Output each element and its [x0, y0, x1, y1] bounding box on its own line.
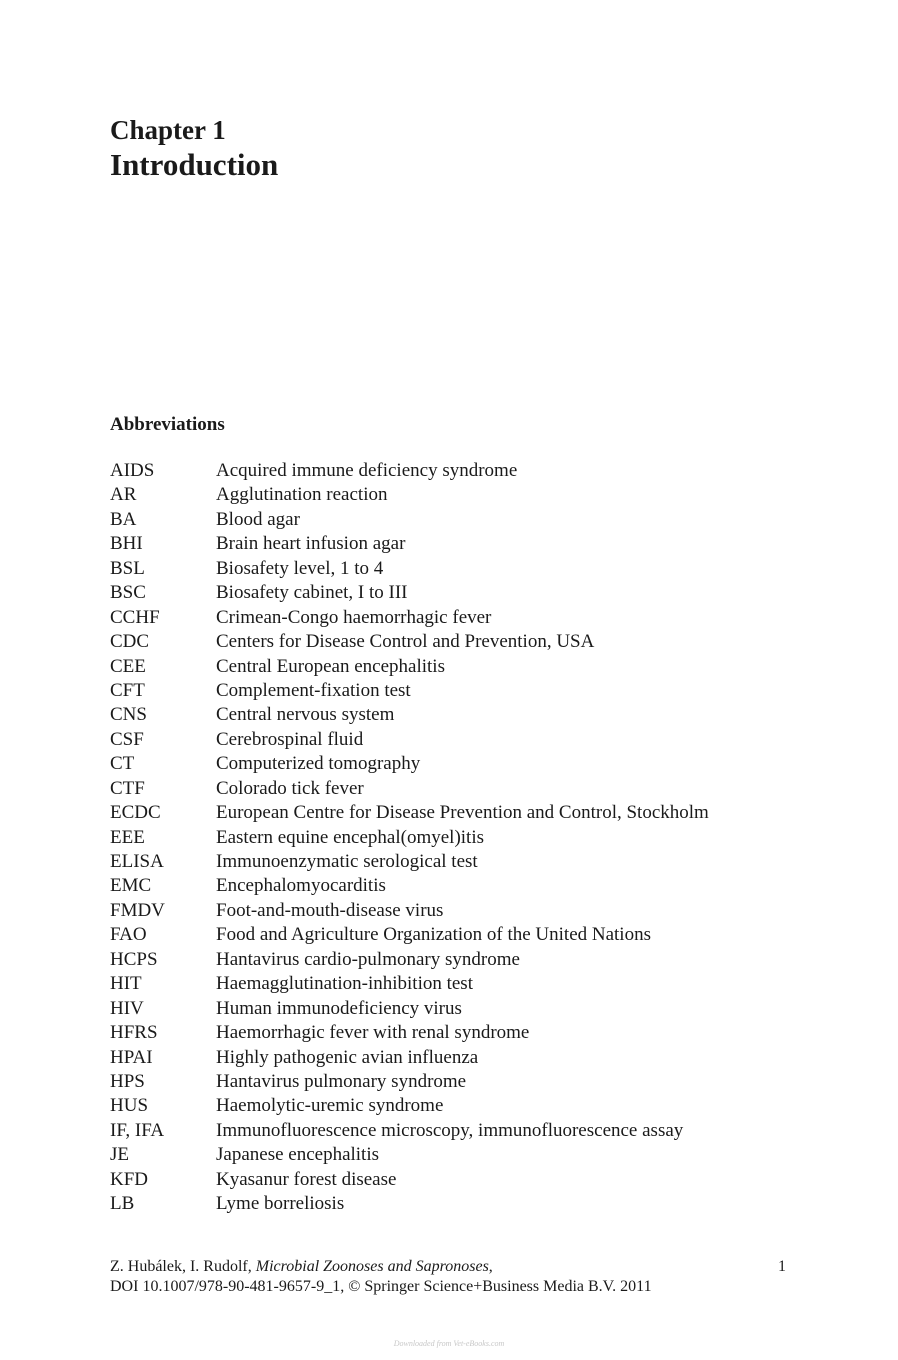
abbreviation-row	[110, 532, 800, 556]
abbreviation-definition: Foot-and-mouth-disease virus	[216, 899, 444, 921]
abbreviation-definition: Highly pathogenic avian influenza	[216, 1046, 479, 1068]
abbreviation-row	[110, 1021, 800, 1045]
abbreviation-term: HIT	[110, 973, 142, 995]
abbreviation-term: BSL	[110, 557, 145, 579]
abbreviation-row	[110, 1143, 800, 1167]
chapter-title: Introduction	[110, 147, 279, 182]
abbreviation-definition: Biosafety cabinet, I to III	[216, 582, 408, 604]
abbreviation-definition: Centers for Disease Control and Prevention, USA	[216, 631, 595, 653]
abbreviation-definition: Central nervous system	[216, 704, 395, 726]
abbreviation-definition: Biosafety level, 1 to 4	[216, 557, 384, 579]
abbreviation-row	[110, 557, 800, 581]
abbreviation-row	[110, 728, 800, 752]
abbreviation-definition: Hantavirus cardio-pulmonary syndrome	[216, 948, 520, 970]
abbreviation-row	[110, 899, 800, 923]
abbreviation-row	[110, 923, 800, 947]
abbreviation-definition: Haemorrhagic fever with renal syndrome	[216, 1022, 530, 1044]
abbreviation-term: AR	[110, 484, 137, 506]
abbreviation-definition: Human immunodeficiency virus	[216, 997, 462, 1019]
footer-book-title-suffix: ,	[488, 1258, 493, 1275]
abbreviation-row	[110, 972, 800, 996]
footer-authors: Z. Hubálek, I. Rudolf,	[110, 1258, 256, 1275]
abbreviation-term: CTF	[110, 777, 145, 799]
footer-book-title: Microbial Zoonoses and Sapronoses	[255, 1258, 489, 1275]
abbreviation-row	[110, 581, 800, 605]
abbreviation-row	[110, 1119, 800, 1143]
abbreviation-term: FMDV	[110, 899, 165, 921]
abbreviation-definition: Brain heart infusion agar	[216, 533, 406, 555]
abbreviation-term: EMC	[110, 875, 152, 897]
abbreviation-row	[110, 850, 800, 874]
abbreviation-row	[110, 1094, 800, 1118]
abbreviation-term: CEE	[110, 655, 146, 677]
abbreviation-term: BA	[110, 508, 137, 530]
abbreviation-row	[110, 679, 800, 703]
abbreviation-definition: Immunoenzymatic serological test	[216, 851, 478, 872]
abbreviation-definition: Colorado tick fever	[216, 777, 364, 799]
abbreviation-term: CDC	[110, 631, 150, 653]
footer-citation-line	[110, 1257, 790, 1277]
abbreviation-row	[110, 777, 800, 801]
abbreviation-term: ECDC	[110, 802, 161, 824]
abbreviation-definition: Blood agar	[216, 508, 300, 530]
abbreviation-term: BSC	[110, 582, 146, 604]
abbreviation-term: HCPS	[110, 948, 158, 970]
abbreviation-row	[110, 1046, 800, 1070]
abbreviation-row	[110, 703, 800, 727]
abbreviation-definition: Computerized tomography	[216, 753, 421, 775]
abbreviation-definition: Japanese encephalitis	[216, 1144, 380, 1166]
abbreviations-list	[110, 459, 800, 1217]
abbreviation-row	[110, 801, 800, 825]
abbreviation-definition: Eastern equine encephal(omyel)itis	[216, 826, 485, 848]
abbreviation-definition: Acquired immune deficiency syndrome	[216, 460, 518, 481]
abbreviation-term: LB	[110, 1193, 135, 1215]
footer-citation	[110, 1257, 790, 1297]
abbreviation-definition: Complement-fixation test	[216, 679, 411, 701]
abbreviation-definition: Cerebrospinal fluid	[216, 728, 364, 750]
abbreviation-row	[110, 655, 800, 679]
abbreviation-definition: Agglutination reaction	[216, 484, 388, 506]
abbreviation-term: HFRS	[110, 1022, 158, 1044]
abbreviation-term: BHI	[110, 533, 143, 555]
abbreviation-row	[110, 508, 800, 532]
abbreviation-row	[110, 874, 800, 898]
abbreviation-row	[110, 997, 800, 1021]
abbreviation-term: ELISA	[110, 851, 164, 872]
abbreviation-definition: Crimean-Congo haemorrhagic fever	[216, 606, 492, 628]
abbreviation-definition: Food and Agriculture Organization of the United Nations	[216, 924, 651, 946]
abbreviation-term: KFD	[110, 1168, 149, 1190]
abbreviation-term: AIDS	[110, 460, 155, 481]
abbreviation-term: CCHF	[110, 606, 160, 628]
page-number: 1	[778, 1258, 786, 1275]
abbreviation-row	[110, 606, 800, 630]
abbreviation-definition: European Centre for Disease Prevention and Control, Stockholm	[216, 802, 709, 824]
abbreviation-term: HPS	[110, 1070, 145, 1092]
abbreviation-term: JE	[110, 1144, 129, 1166]
abbreviation-row	[110, 1192, 800, 1216]
chapter-label: Chapter 1	[110, 115, 226, 145]
abbreviation-row	[110, 752, 800, 776]
abbreviation-term: CNS	[110, 704, 147, 726]
abbreviation-row	[110, 826, 800, 850]
abbreviation-row	[110, 483, 800, 507]
abbreviations-heading: Abbreviations	[110, 414, 225, 435]
abbreviation-term: HPAI	[110, 1046, 153, 1068]
abbreviation-definition: Hantavirus pulmonary syndrome	[216, 1070, 467, 1092]
abbreviation-definition: Haemagglutination-inhibition test	[216, 973, 473, 995]
abbreviation-term: CSF	[110, 728, 144, 750]
abbreviation-term: FAO	[110, 924, 147, 946]
abbreviation-definition: Kyasanur forest disease	[216, 1168, 397, 1190]
abbreviation-definition: Central European encephalitis	[216, 655, 445, 677]
abbreviation-definition: Encephalomyocarditis	[216, 875, 386, 897]
abbreviation-row	[110, 630, 800, 654]
abbreviation-term: HUS	[110, 1095, 149, 1117]
abbreviation-row	[110, 459, 800, 483]
abbreviation-term: HIV	[110, 997, 144, 1019]
abbreviation-term: CT	[110, 753, 135, 775]
abbreviation-definition: Lyme borreliosis	[216, 1193, 345, 1215]
abbreviation-term: IF, IFA	[110, 1119, 165, 1141]
abbreviation-row	[110, 1070, 800, 1094]
abbreviation-term: EEE	[110, 826, 145, 848]
abbreviation-definition: Haemolytic-uremic syndrome	[216, 1095, 444, 1117]
abbreviation-term: CFT	[110, 679, 145, 701]
watermark: Downloaded from Vet-eBooks.com	[393, 1339, 505, 1348]
abbreviation-row	[110, 1168, 800, 1192]
abbreviation-row	[110, 948, 800, 972]
abbreviation-definition: Immunofluorescence microscopy, immunofluorescence assay	[216, 1119, 684, 1141]
footer-doi: DOI 10.1007/978-90-481-9657-9_1, © Springer Science+Business Media B.V. 2011	[110, 1278, 652, 1295]
